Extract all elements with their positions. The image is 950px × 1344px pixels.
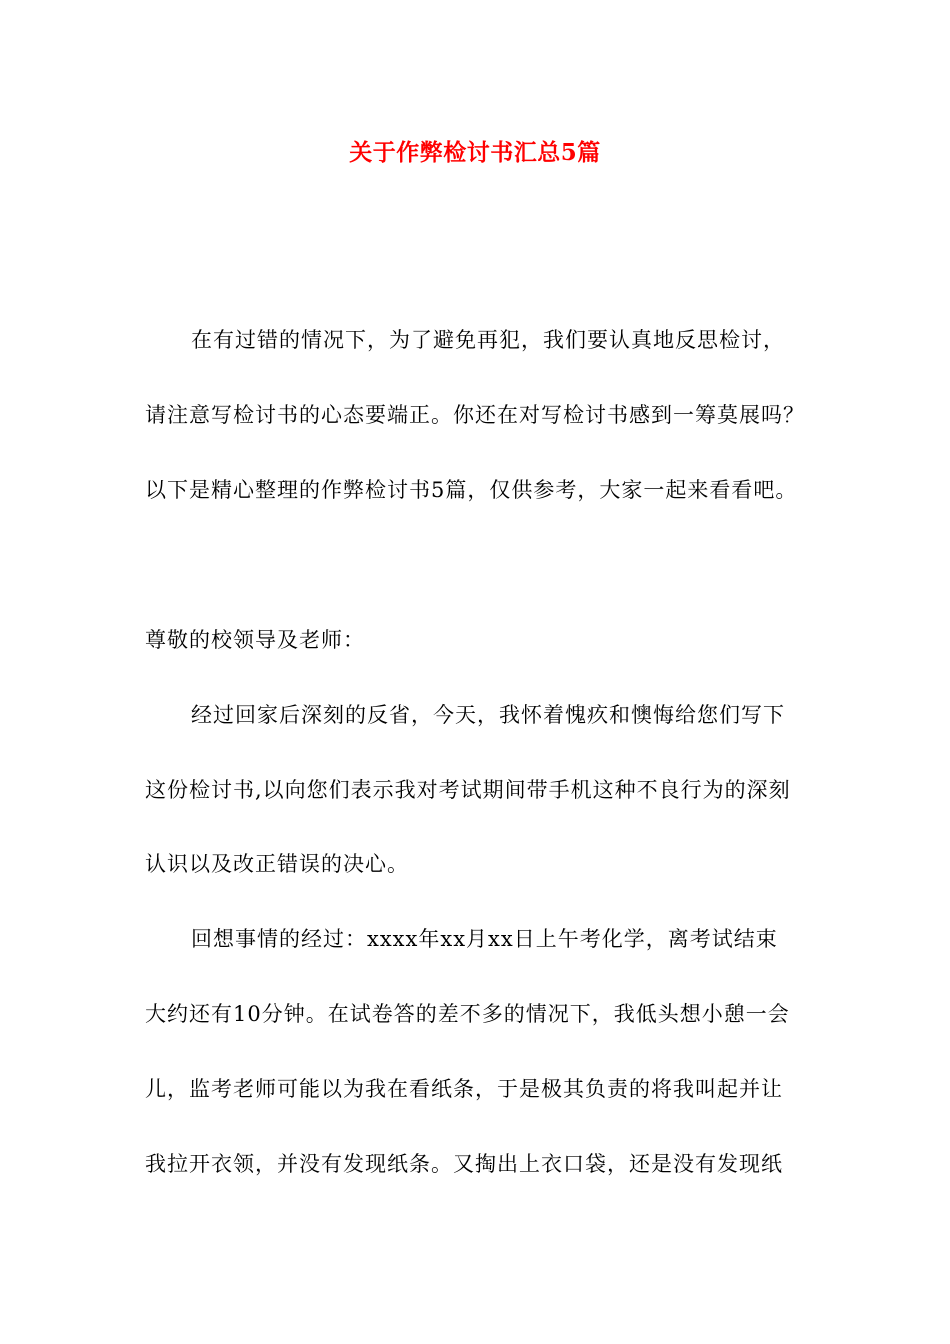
paragraph1-line-2: 这份检讨书,以向您们表示我对考试期间带手机这种不良行为的深刻 bbox=[145, 778, 791, 802]
intro-line-3: 以下是精心整理的作弊检讨书5篇，仅供参考，大家一起来看看吧。 bbox=[145, 478, 798, 502]
salutation: 尊敬的校领导及老师： bbox=[145, 628, 365, 652]
intro-line-1: 在有过错的情况下，为了避免再犯，我们要认真地反思检讨， bbox=[191, 328, 785, 352]
paragraph2-line-1: 回想事情的经过：xxxx年xx月xx日上午考化学，离考试结束 bbox=[191, 927, 778, 951]
document-title: 关于作弊检讨书汇总5篇 bbox=[349, 139, 601, 166]
paragraph1-line-1: 经过回家后深刻的反省，今天，我怀着愧疚和懊悔给您们写下 bbox=[191, 703, 785, 727]
intro-line-2: 请注意写检讨书的心态要端正。你还在对写检讨书感到一筹莫展吗？ bbox=[145, 403, 805, 427]
paragraph1-line-3: 认识以及改正错误的决心。 bbox=[145, 852, 409, 876]
paragraph2-line-2: 大约还有10分钟。在试卷答的差不多的情况下，我低头想小憩一会 bbox=[145, 1002, 790, 1026]
paragraph2-line-3: 儿，监考老师可能以为我在看纸条，于是极其负责的将我叫起并让 bbox=[145, 1077, 783, 1101]
paragraph2-line-4: 我拉开衣领，并没有发现纸条。又掏出上衣口袋，还是没有发现纸 bbox=[145, 1152, 783, 1176]
